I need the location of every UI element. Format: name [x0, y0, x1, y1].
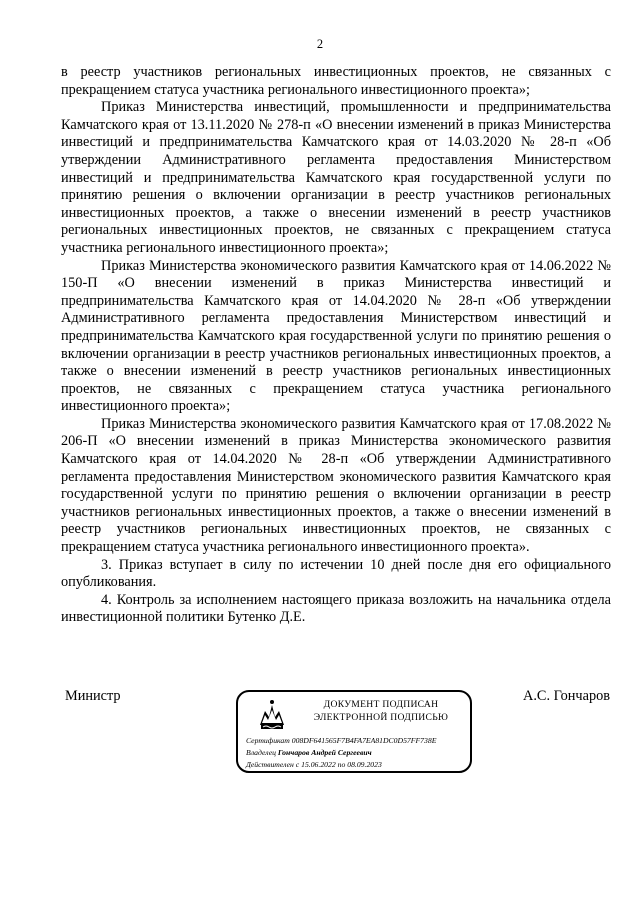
document-body	[61, 64, 611, 627]
signer-name: А.С. Гончаров	[523, 688, 610, 704]
numbered-item: 3. Приказ вступает в силу по истечении 10 дней после дня его официального опубликования.	[61, 556, 611, 591]
certificate-line	[246, 735, 436, 747]
page-number: 2	[316, 37, 324, 51]
owner-value: Гончаров Андрей Сергеевич	[277, 748, 372, 757]
owner-label: Владелец	[246, 748, 276, 757]
validity-line	[246, 759, 436, 771]
paragraph: в реестр участников региональных инвестиционных проектов, не связанных с прекращением статуса участника регионального инвестиционного проекта»;	[61, 64, 611, 98]
validity-value: с 15.06.2022 по 08.09.2023	[295, 760, 382, 769]
stamp-header-line: ДОКУМЕНТ ПОДПИСАН	[323, 699, 439, 710]
numbered-item: 4. Контроль за исполнением настоящего приказа возложить на начальника отдела инвестиционной политики Бутенко Д.Е.	[61, 591, 611, 626]
certificate-label: Сертификат	[246, 736, 290, 745]
stamp-details	[246, 735, 436, 771]
stamp-header-line: ЭЛЕКТРОННОЙ ПОДПИСЬЮ	[313, 711, 449, 723]
owner-line	[246, 747, 436, 759]
kamchatka-emblem-icon	[257, 699, 287, 731]
certificate-value: 008DF641565F7B4FA7EA81DC0D57FF738E	[291, 736, 437, 745]
paragraph: Приказ Министерства инвестиций, промышленности и предпринимательства Камчатского края от 13.11.2020 № 278-п «О внесении изменений в приказ Министерства инвестиций и предпринимательства Камчатского края от 14.03.2020 № 28-п «Об утверждении Административного регламента предоставления Министерством инвестиций и предпринимательства Камчатского края государственной услуги по принятию решения о включении организации в реестр участников региональных инвестиционных проектов, а также о внесении изменений в реестр участников региональных инвестиционных проектов, не связанных с прекращением статуса участника регионального инвестиционного проекта»;	[61, 99, 611, 256]
paragraph: Приказ Министерства экономического развития Камчатского края от 14.06.2022 № 150-П «О внесении изменений в приказ Министерства инвестиций и предпринимательства Камчатского края от 14.04.2020 № 28-п «Об утверждении Административного регламента предоставления Министерством инвестиций и предпринимательства Камчатского края государственной услуги по принятию решения о включении организации в реестр участников региональных инвестиционных проектов, а также о внесении изменений в реестр участников региональных инвестиционных проектов, не связанных с прекращением статуса участника регионального инвестиционного проекта»;	[61, 257, 611, 415]
paragraph: Приказ Министерства экономического развития Камчатского края от 17.08.2022 № 206-П «О внесении изменений в приказ Министерства экономического развития Камчатского края от 14.04.2020 № 28-п «Об утверждении Административного регламента предоставления Министерством экономического развития Камчатского края государственной услуги по принятию решения о включении организации в реестр участников региональных инвестиционных проектов, а также о внесении изменений в реестр участников региональных инвестиционных проектов, не связанных с прекращением статуса участника регионального инвестиционного проекта».	[61, 415, 611, 556]
validity-label: Действителен	[246, 760, 294, 769]
signer-title: Министр	[65, 688, 121, 704]
electronic-signature-stamp	[236, 690, 472, 773]
stamp-header	[293, 699, 469, 724]
